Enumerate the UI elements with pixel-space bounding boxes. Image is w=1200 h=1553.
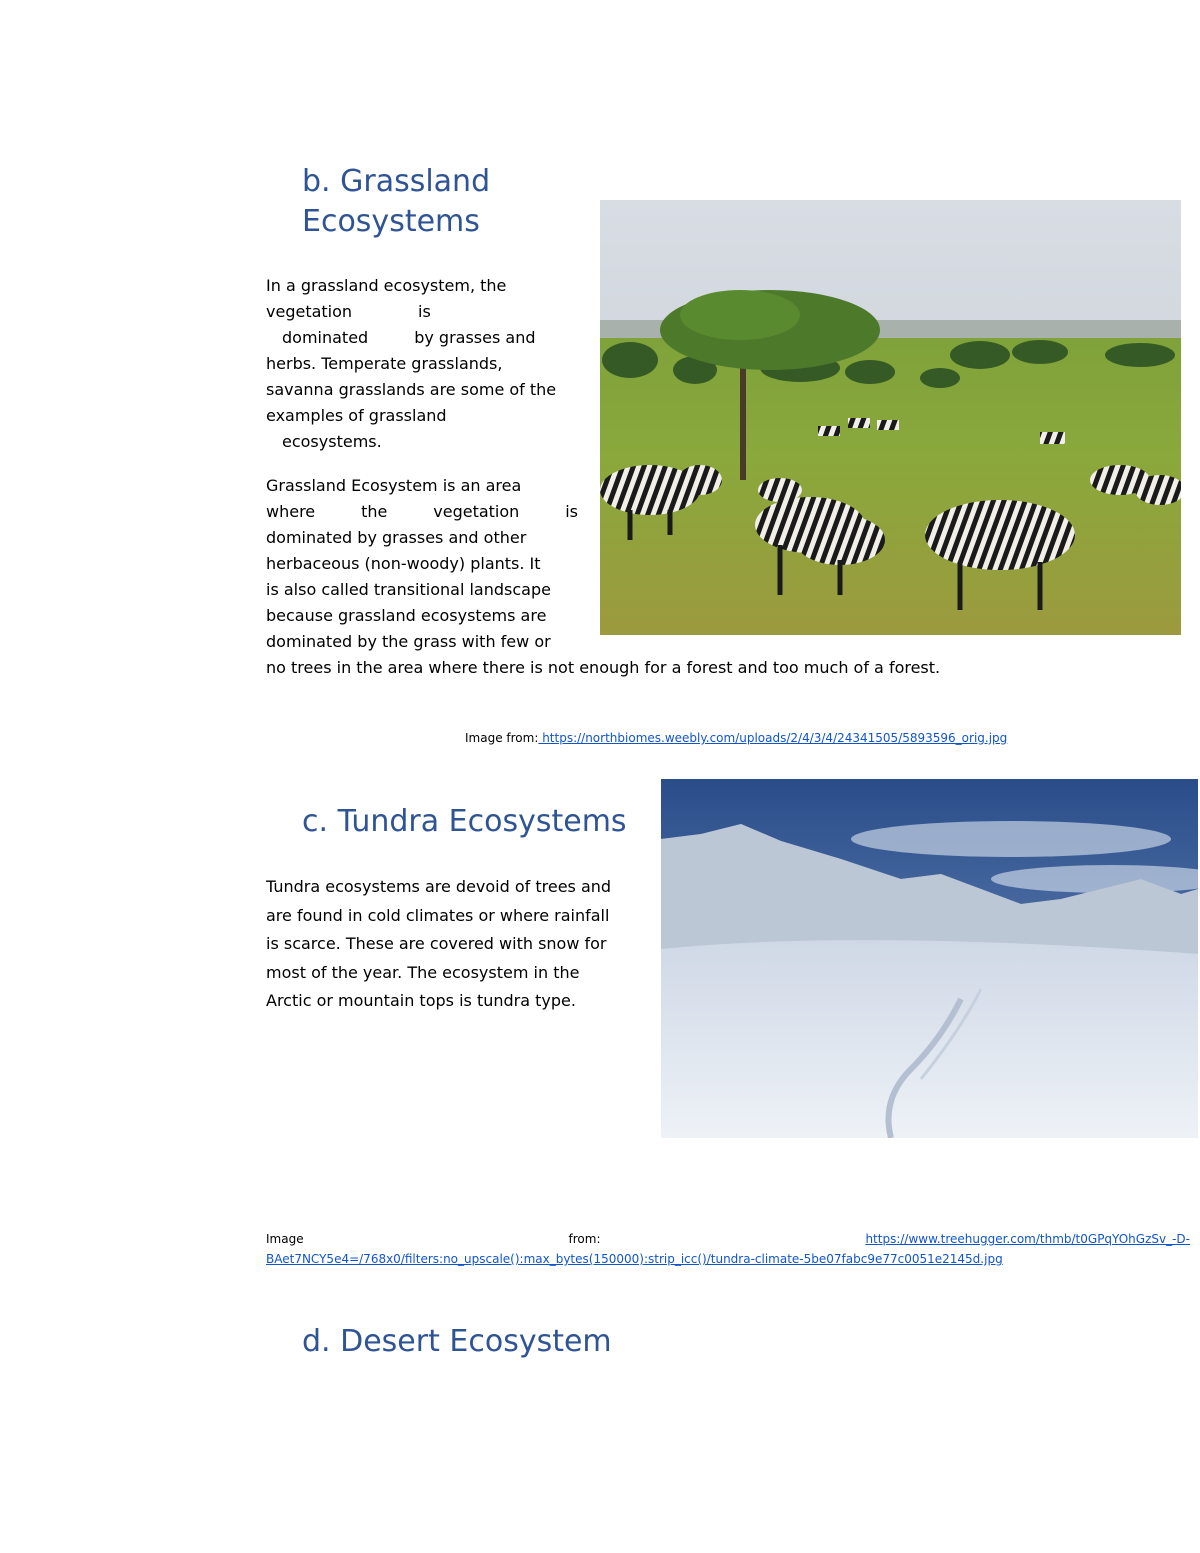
text-line: Grassland Ecosystem is an area	[266, 476, 522, 495]
credit-label: Image from:	[465, 731, 539, 745]
text-line: Arctic or mountain tops is tundra type.	[266, 991, 576, 1010]
tundra-image-source-link[interactable]: https://www.treehugger.com/thmb/t0GPqYOhGzSv_-D-	[865, 1232, 1190, 1246]
text-line: because grassland ecosystems are	[266, 606, 547, 625]
text-line	[266, 299, 578, 325]
grassland-heading-line2: Ecosystems	[302, 204, 480, 239]
text-line: savanna grasslands are some of the	[266, 380, 557, 399]
credit-second-line	[266, 1249, 1190, 1269]
tundra-paragraph	[266, 873, 646, 1016]
tundra-mountains-image	[661, 779, 1198, 1138]
text-word: dominated	[282, 328, 369, 347]
grassland-zebras-image	[600, 200, 1181, 635]
text-line: ecosystems.	[282, 432, 382, 451]
tundra-image-source-link-cont[interactable]: BAet7NCY5e4=/768x0/filters:no_upscale():max_bytes(150000):strip_icc()/tundra-climate-5be07fabc9e77c0051e2145d.jpg	[266, 1252, 1003, 1266]
grassland-paragraph-2	[266, 473, 941, 681]
text-line	[266, 499, 578, 525]
grassland-heading	[302, 162, 490, 242]
text-word: vegetation	[433, 502, 520, 521]
grassland-image-source-link[interactable]: https://northbiomes.weebly.com/uploads/2/4/3/4/24341505/5893596_orig.jpg	[538, 731, 1008, 745]
text-word: by grasses and	[414, 328, 536, 347]
text-line: dominated by the grass with few or	[266, 632, 551, 651]
tundra-image-credit	[266, 1229, 1190, 1269]
text-line: is also called transitional landscape	[266, 580, 551, 599]
text-word: where	[266, 502, 316, 521]
credit-label: from:	[568, 1232, 601, 1246]
text-line: are found in cold climates or where rainfall	[266, 905, 610, 925]
text-line: herbs. Temperate grasslands,	[266, 354, 503, 373]
text-line: examples of grassland	[266, 406, 447, 425]
text-line: dominated by grasses and other	[266, 528, 527, 547]
text-line: no trees in the area where there is not enough for a forest and too much of a forest.	[266, 658, 941, 677]
text-word: is	[565, 502, 578, 521]
text-line: most of the year. The ecosystem in the	[266, 962, 580, 982]
credit-label: Image	[266, 1232, 304, 1246]
text-word: the	[361, 502, 388, 521]
text-line: herbaceous (non-woody) plants. It	[266, 554, 541, 573]
text-word: vegetation	[266, 302, 353, 321]
text-line: is scarce. These are covered with snow for	[266, 934, 607, 953]
zebras-savanna-photo	[600, 200, 1181, 635]
grassland-heading-line1: b. Grassland	[302, 164, 491, 199]
grassland-paragraph-1	[266, 273, 578, 455]
tundra-heading: c. Tundra Ecosystems	[302, 804, 627, 839]
grassland-image-credit	[465, 728, 1007, 748]
snowy-mountains-photo	[661, 779, 1198, 1138]
text-line: In a grassland ecosystem, the	[266, 276, 507, 295]
credit-first-line	[266, 1229, 1190, 1249]
text-line	[266, 325, 578, 351]
text-word: is	[418, 302, 431, 321]
desert-heading: d. Desert Ecosystem	[302, 1324, 612, 1359]
text-line: Tundra ecosystems are devoid of trees and	[266, 877, 612, 896]
